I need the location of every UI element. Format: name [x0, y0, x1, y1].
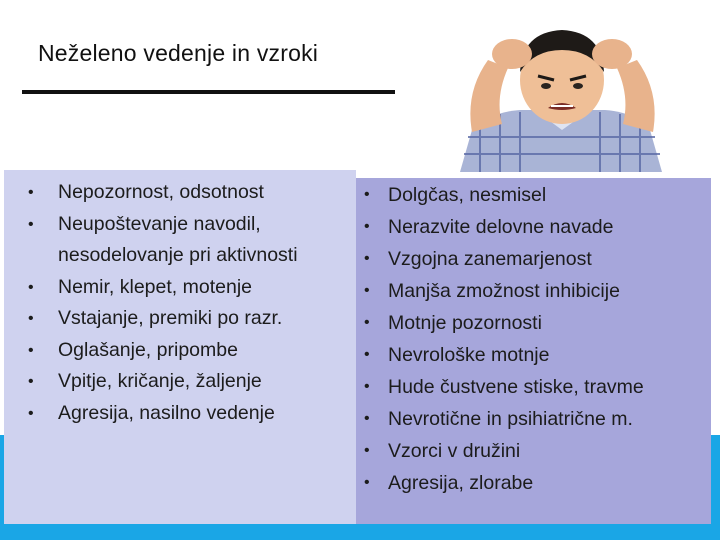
symptoms-panel	[4, 170, 356, 524]
list-item: • Vstajanje, premiki po razr.	[26, 303, 356, 335]
bullet-icon: •	[364, 282, 370, 299]
list-item: • Agresija, nasilno vedenje	[26, 398, 356, 430]
bullet-icon: •	[364, 378, 370, 395]
bullet-icon: •	[28, 310, 34, 327]
list-item: • Manjša zmožnost inhibicije	[364, 275, 709, 307]
bullet-icon: •	[28, 341, 34, 359]
bullet-icon: •	[364, 442, 370, 459]
title-underline	[22, 90, 395, 94]
list-item: • Vzgojna zanemarjenost	[364, 243, 709, 275]
list-item: • Nemir, klepet, motenje	[26, 272, 356, 304]
slide-title: Neželeno vedenje in vzroki	[38, 40, 319, 66]
list-item: • Nevrološke motnje	[364, 339, 709, 371]
bullet-icon: •	[364, 410, 370, 427]
list-item: • Dolgčas, nesmisel	[364, 179, 709, 211]
bullet-icon: •	[28, 373, 34, 390]
list-item: • Nerazvite delovne navade	[364, 211, 709, 243]
list-item: • Hude čustvene stiske, travme	[364, 371, 709, 403]
bullet-icon: •	[364, 218, 370, 235]
bullet-icon: •	[364, 474, 370, 491]
list-item: • Agresija, zlorabe	[364, 467, 709, 499]
list-item: • Nepozornost, odsotnost	[26, 177, 356, 209]
bullet-icon: •	[364, 346, 370, 363]
causes-list	[364, 179, 709, 499]
bullet-icon: •	[28, 184, 34, 201]
symptoms-list	[26, 177, 356, 429]
list-item: • Oglašanje, pripombe	[26, 335, 356, 367]
list-item: • Vpitje, kričanje, žaljenje	[26, 366, 356, 398]
bullet-icon: •	[28, 215, 34, 233]
bullet-icon: •	[28, 278, 34, 296]
bullet-icon: •	[364, 314, 370, 331]
list-item: • Vzorci v družini	[364, 435, 709, 467]
bullet-icon: •	[364, 186, 370, 203]
list-item: • Motnje pozornosti	[364, 307, 709, 339]
causes-panel	[356, 178, 711, 524]
list-item: • Nevrotične in psihiatrične m.	[364, 403, 709, 435]
bullet-icon: •	[364, 250, 370, 267]
bullet-icon: •	[28, 404, 34, 422]
list-item: • Neupoštevanje navodil, nesodelovanje pri aktivnosti	[26, 209, 356, 272]
frustrated-child-photo	[450, 12, 675, 172]
